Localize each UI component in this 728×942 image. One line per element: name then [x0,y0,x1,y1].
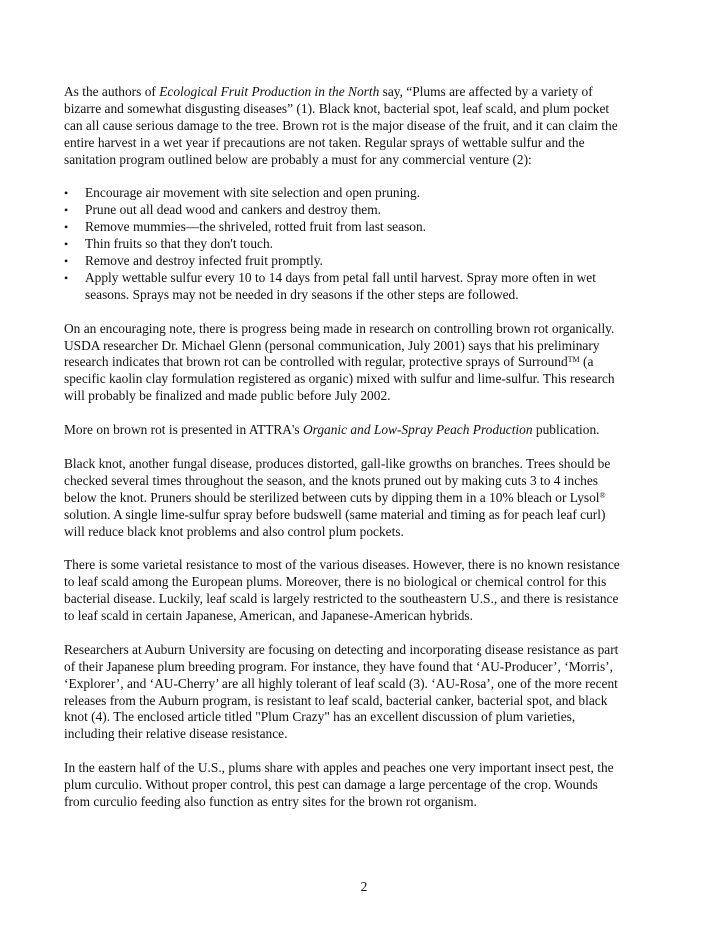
list-item-text: Remove and destroy infected fruit promptly. [85,253,323,269]
paragraph-black-knot [64,456,624,541]
text-run: solution. A single lime-sulfur spray before budswell (same material and timing as for peach leaf curl) will reduce black knot problems and also control plum pockets. [64,506,606,539]
list-item [64,219,624,236]
book-title: Ecological Fruit Production in the North [159,84,380,99]
list-item-text: Apply wettable sulfur every 10 to 14 days from petal fall until harvest. Spray more often in wet seasons. Sprays may not be needed in dry seasons if the other steps are followed. [85,269,596,302]
list-item [64,202,624,219]
list-item [64,270,624,304]
document-body [64,84,624,828]
list-item [64,185,624,202]
bullet-icon: • [64,237,69,252]
sanitation-list [64,185,624,303]
paragraph-research [64,321,624,406]
text-run: More on brown rot is presented in ATTRA's [64,422,303,438]
registered-mark: ® [599,490,606,500]
bullet-icon: • [64,254,69,269]
text-run: Black knot, another fungal disease, produces distorted, gall-like growths on branches. Trees should be checked several times throughout the season, and the knots pruned out by making cuts 3 to 4 inches below the knot. Pruners should be sterilized between cuts by dipping them in a 10% bleach or Lysol [64,455,611,505]
paragraph-reference [64,422,624,439]
bullet-icon: • [64,270,69,285]
list-item-text: Encourage air movement with site selection and open pruning. [85,185,421,201]
text-run: As the authors of [64,84,160,99]
bullet-icon: • [64,203,69,218]
bullet-icon: • [64,186,69,201]
paragraph-curculio: In the eastern half of the U.S., plums share with apples and peaches one very important insect pest, the plum curculio. Without proper control, this pest can damage a large percentage of the crop. Wounds from curculio feeding also function as entry sites for the brown rot organism. [64,760,614,809]
paragraph-intro [64,84,624,169]
bullet-icon: • [64,220,69,235]
trademark-mark: TM [567,355,580,365]
page-number: 2 [360,879,368,894]
text-run: On an encouraging note, there is progress being made in research on controlling brown rot organically. USDA researcher Dr. Michael Glenn (personal communication, July 2001) says that his preliminary research indicates that brown rot can be controlled with regular, protective sprays of Surround [64,320,615,370]
paragraph-resistance: There is some varietal resistance to most of the various diseases. However, there is no known resistance to leaf scald among the European plums. Moreover, there is no biological or chemical control for this bacterial disease. Luckily, leaf scald is largely restricted to the southeastern U.S., and there is resistance to leaf scald in certain Japanese, American, and Japanese-American hybrids. [64,557,620,624]
list-item-text: Remove mummies—the shriveled, rotted fruit from last season. [85,219,427,235]
text-run: (a specific kaolin clay formulation registered as organic) mixed with sulfur and lime-sulfur. This research will probably be finalized and made public before July 2002. [64,354,615,404]
paragraph-auburn: Researchers at Auburn University are focusing on detecting and incorporating disease resistance as part of their Japanese plum breeding program. For instance, they have found that ‘AU-Producer’, ‘Morris’, ‘Explorer’, and ‘AU-Cherry’ are all highly tolerant of leaf scald (3). ‘AU-Rosa’, one of the more recent releases from the Auburn program, is resistant to leaf scald, bacterial canker, bacterial spot, and black knot (4). The enclosed article titled "Plum Crazy" has an excellent discussion of plum varieties, including their relative disease resistance. [64,641,619,742]
publication-title: Organic and Low-Spray Peach Production [302,422,533,438]
text-run: publication. [532,422,600,438]
text-run: say, “Plums are affected by a variety of bizarre and somewhat disgusting diseases” (1). Black knot, bacterial spot, leaf scald, and plum pocket can all cause serious damage to the tree. Brown rot is the major disease of the fruit, and it can claim the entire harvest in a wet year if precautions are not taken. Regular sprays of wettable sulfur and the sanitation program outlined below are probably a must for any commercial venture (2): [64,84,618,167]
list-item-text: Thin fruits so that they don't touch. [85,236,273,252]
list-item-text: Prune out all dead wood and cankers and destroy them. [85,202,381,218]
list-item [64,253,624,270]
list-item [64,236,624,253]
